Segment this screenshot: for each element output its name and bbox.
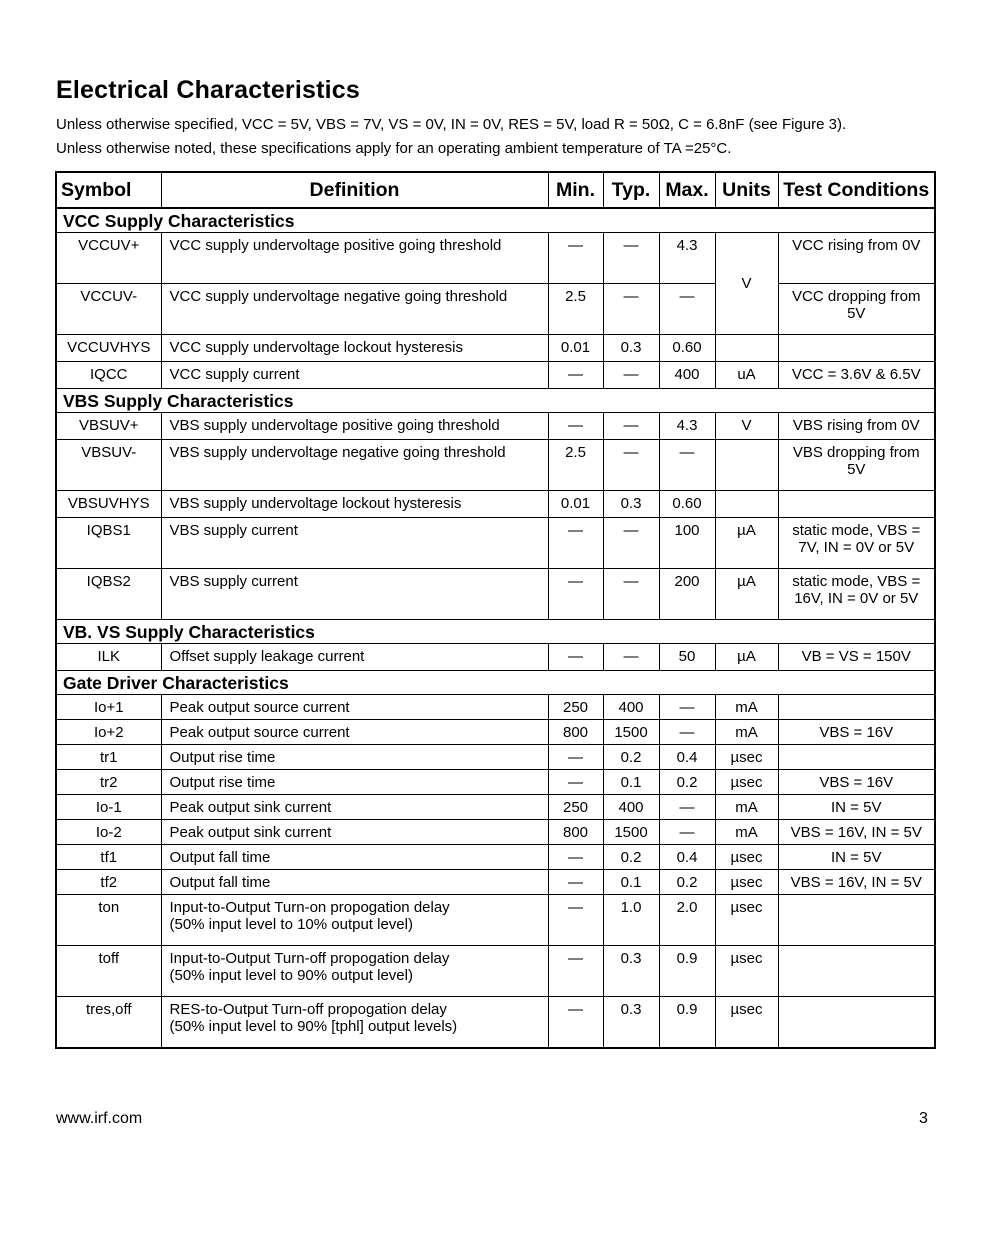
- definition-cell: VCC supply undervoltage positive going threshold: [161, 233, 548, 284]
- header-max: Max.: [659, 172, 715, 208]
- symbol-cell: VCCUV+: [56, 233, 161, 284]
- min-cell: 250: [548, 695, 603, 720]
- min-cell: 0.01: [548, 335, 603, 362]
- definition-cell: Output fall time: [161, 870, 548, 895]
- typ-cell: —: [603, 440, 659, 491]
- units-cell: [715, 440, 778, 491]
- table-row: [56, 870, 935, 895]
- table-row: [56, 440, 935, 491]
- units-cell: mA: [715, 720, 778, 745]
- typ-cell: 1.0: [603, 895, 659, 946]
- conditions-cell: [778, 895, 935, 946]
- table-row: [56, 362, 935, 389]
- symbol-cell: tf1: [56, 845, 161, 870]
- conditions-cell: VCC = 3.6V & 6.5V: [778, 362, 935, 389]
- page-number: 3: [919, 1110, 928, 1127]
- typ-cell: 0.2: [603, 745, 659, 770]
- units-cell: mA: [715, 695, 778, 720]
- units-cell: µsec: [715, 895, 778, 946]
- section-title: VCC Supply Characteristics: [56, 208, 935, 233]
- section-vbs-supply: [56, 389, 935, 413]
- section-title: VB. VS Supply Characteristics: [56, 620, 935, 644]
- section-title: Gate Driver Characteristics: [56, 671, 935, 695]
- typ-cell: 0.3: [603, 335, 659, 362]
- max-cell: —: [659, 440, 715, 491]
- definition-cell: Peak output source current: [161, 695, 548, 720]
- header-units: Units: [715, 172, 778, 208]
- max-cell: 100: [659, 518, 715, 569]
- temperature-note: Unless otherwise noted, these specifications apply for an operating ambient temperature of TA =25°C.: [56, 140, 732, 157]
- symbol-cell: toff: [56, 946, 161, 997]
- max-cell: 50: [659, 644, 715, 671]
- conditions-cell: VBS = 16V: [778, 720, 935, 745]
- units-cell: µsec: [715, 770, 778, 795]
- max-cell: 0.4: [659, 745, 715, 770]
- definition-cell: VCC supply undervoltage lockout hysteresis: [161, 335, 548, 362]
- symbol-cell: Io-1: [56, 795, 161, 820]
- max-cell: —: [659, 820, 715, 845]
- units-cell: µsec: [715, 845, 778, 870]
- min-cell: 0.01: [548, 491, 603, 518]
- max-cell: 4.3: [659, 413, 715, 440]
- table-row: [56, 770, 935, 795]
- definition-cell: VBS supply undervoltage negative going threshold: [161, 440, 548, 491]
- conditions-cell: VBS = 16V, IN = 5V: [778, 820, 935, 845]
- definition-line-2: (50% input level to 10% output level): [169, 916, 413, 933]
- min-cell: —: [548, 518, 603, 569]
- symbol-cell: Io+1: [56, 695, 161, 720]
- symbol-cell: IQBS2: [56, 569, 161, 620]
- typ-cell: 0.3: [603, 997, 659, 1049]
- units-cell: uA: [715, 362, 778, 389]
- conditions-cell: [778, 745, 935, 770]
- header-definition: Definition: [161, 172, 548, 208]
- conditions-cell: [778, 946, 935, 997]
- header-test-conditions: Test Conditions: [778, 172, 935, 208]
- max-cell: 0.2: [659, 770, 715, 795]
- typ-cell: —: [603, 569, 659, 620]
- definition-cell: Output fall time: [161, 845, 548, 870]
- conditions-cell: VB = VS = 150V: [778, 644, 935, 671]
- definition-cell: VCC supply current: [161, 362, 548, 389]
- min-cell: —: [548, 362, 603, 389]
- typ-cell: —: [603, 233, 659, 284]
- definition-cell: Output rise time: [161, 770, 548, 795]
- symbol-cell: ILK: [56, 644, 161, 671]
- max-cell: 2.0: [659, 895, 715, 946]
- units-cell: [715, 491, 778, 518]
- units-cell: µsec: [715, 870, 778, 895]
- units-cell: µsec: [715, 946, 778, 997]
- symbol-cell: VCCUVHYS: [56, 335, 161, 362]
- max-cell: 0.9: [659, 946, 715, 997]
- symbol-cell: IQCC: [56, 362, 161, 389]
- table-row: [56, 413, 935, 440]
- table-row: [56, 795, 935, 820]
- section-title: VBS Supply Characteristics: [56, 389, 935, 413]
- symbol-cell: IQBS1: [56, 518, 161, 569]
- conditions-cell: [778, 695, 935, 720]
- conditions-cell: static mode, VBS = 16V, IN = 0V or 5V: [778, 569, 935, 620]
- definition-line-2: (50% input level to 90% output level): [169, 967, 413, 984]
- symbol-cell: tf2: [56, 870, 161, 895]
- definition-cell: VCC supply undervoltage negative going threshold: [161, 284, 548, 335]
- table-row: [56, 284, 935, 335]
- min-cell: —: [548, 233, 603, 284]
- units-cell: µsec: [715, 745, 778, 770]
- definition-cell: VBS supply undervoltage lockout hysteresis: [161, 491, 548, 518]
- max-cell: 0.2: [659, 870, 715, 895]
- definition-line-1: Input-to-Output Turn-off propogation delay: [169, 950, 450, 967]
- definition-cell: Peak output sink current: [161, 820, 548, 845]
- typ-cell: —: [603, 518, 659, 569]
- conditions-cell: VBS dropping from 5V: [778, 440, 935, 491]
- typ-cell: —: [603, 284, 659, 335]
- units-cell: µsec: [715, 997, 778, 1049]
- definition-line-2: (50% input level to 90% [tphl] output levels): [169, 1018, 458, 1035]
- conditions-cell: VBS rising from 0V: [778, 413, 935, 440]
- units-cell: V: [715, 233, 778, 335]
- conditions-cell: [778, 335, 935, 362]
- conditions-cell: VBS = 16V: [778, 770, 935, 795]
- definition-cell: [161, 946, 548, 997]
- definition-cell: Offset supply leakage current: [161, 644, 548, 671]
- min-cell: 2.5: [548, 440, 603, 491]
- table-row: [56, 720, 935, 745]
- max-cell: —: [659, 720, 715, 745]
- units-cell: [715, 335, 778, 362]
- units-cell: µA: [715, 644, 778, 671]
- conditions-cell: VCC dropping from 5V: [778, 284, 935, 335]
- table-row: [56, 895, 935, 946]
- units-cell: µA: [715, 569, 778, 620]
- max-cell: —: [659, 795, 715, 820]
- definition-cell: Peak output source current: [161, 720, 548, 745]
- table-row: [56, 845, 935, 870]
- header-min: Min.: [548, 172, 603, 208]
- units-cell: mA: [715, 820, 778, 845]
- symbol-cell: tres,off: [56, 997, 161, 1049]
- min-cell: —: [548, 745, 603, 770]
- min-cell: 800: [548, 820, 603, 845]
- max-cell: —: [659, 284, 715, 335]
- section-vb-vs-supply: [56, 620, 935, 644]
- min-cell: 800: [548, 720, 603, 745]
- table-row: [56, 946, 935, 997]
- typ-cell: 0.3: [603, 946, 659, 997]
- definition-line-1: RES-to-Output Turn-off propogation delay: [169, 1001, 447, 1018]
- table-row: [56, 695, 935, 720]
- max-cell: 400: [659, 362, 715, 389]
- table-row: [56, 644, 935, 671]
- min-cell: —: [548, 997, 603, 1049]
- typ-cell: 1500: [603, 820, 659, 845]
- typ-cell: 0.2: [603, 845, 659, 870]
- definition-cell: [161, 895, 548, 946]
- symbol-cell: VBSUV-: [56, 440, 161, 491]
- table-row: [56, 569, 935, 620]
- table-row: [56, 820, 935, 845]
- conditions-cell: VBS = 16V, IN = 5V: [778, 870, 935, 895]
- min-cell: —: [548, 895, 603, 946]
- definition-cell: Peak output sink current: [161, 795, 548, 820]
- min-cell: —: [548, 644, 603, 671]
- typ-cell: 400: [603, 795, 659, 820]
- typ-cell: —: [603, 644, 659, 671]
- max-cell: 4.3: [659, 233, 715, 284]
- typ-cell: 0.1: [603, 770, 659, 795]
- symbol-cell: VBSUV+: [56, 413, 161, 440]
- section-vcc-supply: [56, 208, 935, 233]
- typ-cell: 400: [603, 695, 659, 720]
- table-row: [56, 335, 935, 362]
- symbol-cell: ton: [56, 895, 161, 946]
- min-cell: —: [548, 569, 603, 620]
- symbol-cell: Io+2: [56, 720, 161, 745]
- symbol-cell: tr1: [56, 745, 161, 770]
- min-cell: —: [548, 946, 603, 997]
- typ-cell: 0.1: [603, 870, 659, 895]
- symbol-cell: VCCUV-: [56, 284, 161, 335]
- max-cell: 200: [659, 569, 715, 620]
- units-cell: µA: [715, 518, 778, 569]
- table-header-row: [56, 172, 935, 208]
- min-cell: —: [548, 770, 603, 795]
- min-cell: 2.5: [548, 284, 603, 335]
- max-cell: 0.9: [659, 997, 715, 1049]
- definition-cell: [161, 997, 548, 1049]
- table-row: [56, 233, 935, 284]
- table-row: [56, 745, 935, 770]
- table-row: [56, 997, 935, 1049]
- max-cell: —: [659, 695, 715, 720]
- conditions-cell: [778, 997, 935, 1049]
- max-cell: 0.60: [659, 335, 715, 362]
- conditions-cell: IN = 5V: [778, 845, 935, 870]
- conditions-cell: [778, 491, 935, 518]
- max-cell: 0.60: [659, 491, 715, 518]
- definition-cell: VBS supply undervoltage positive going threshold: [161, 413, 548, 440]
- definition-cell: VBS supply current: [161, 518, 548, 569]
- conditions-cell: VCC rising from 0V: [778, 233, 935, 284]
- min-cell: —: [548, 870, 603, 895]
- header-typ: Typ.: [603, 172, 659, 208]
- electrical-characteristics-table: [55, 171, 936, 1049]
- conditions-cell: static mode, VBS = 7V, IN = 0V or 5V: [778, 518, 935, 569]
- table-row: [56, 491, 935, 518]
- typ-cell: 1500: [603, 720, 659, 745]
- min-cell: —: [548, 845, 603, 870]
- typ-cell: 0.3: [603, 491, 659, 518]
- definition-line-1: Input-to-Output Turn-on propogation delay: [169, 899, 450, 916]
- page-title: Electrical Characteristics: [56, 76, 360, 104]
- max-cell: 0.4: [659, 845, 715, 870]
- min-cell: 250: [548, 795, 603, 820]
- typ-cell: —: [603, 362, 659, 389]
- section-gate-driver: [56, 671, 935, 695]
- footer-url: www.irf.com: [56, 1110, 143, 1127]
- units-cell: V: [715, 413, 778, 440]
- definition-cell: Output rise time: [161, 745, 548, 770]
- symbol-cell: tr2: [56, 770, 161, 795]
- units-cell: mA: [715, 795, 778, 820]
- definition-cell: VBS supply current: [161, 569, 548, 620]
- symbol-cell: VBSUVHYS: [56, 491, 161, 518]
- conditions-cell: IN = 5V: [778, 795, 935, 820]
- table-row: [56, 518, 935, 569]
- typ-cell: —: [603, 413, 659, 440]
- header-symbol: Symbol: [56, 172, 161, 208]
- min-cell: —: [548, 413, 603, 440]
- test-conditions-note: Unless otherwise specified, VCC = 5V, VBS = 7V, VS = 0V, IN = 0V, RES = 5V, load R = 50Ω, C = 6.8nF (see Figure 3).: [56, 116, 847, 133]
- symbol-cell: Io-2: [56, 820, 161, 845]
